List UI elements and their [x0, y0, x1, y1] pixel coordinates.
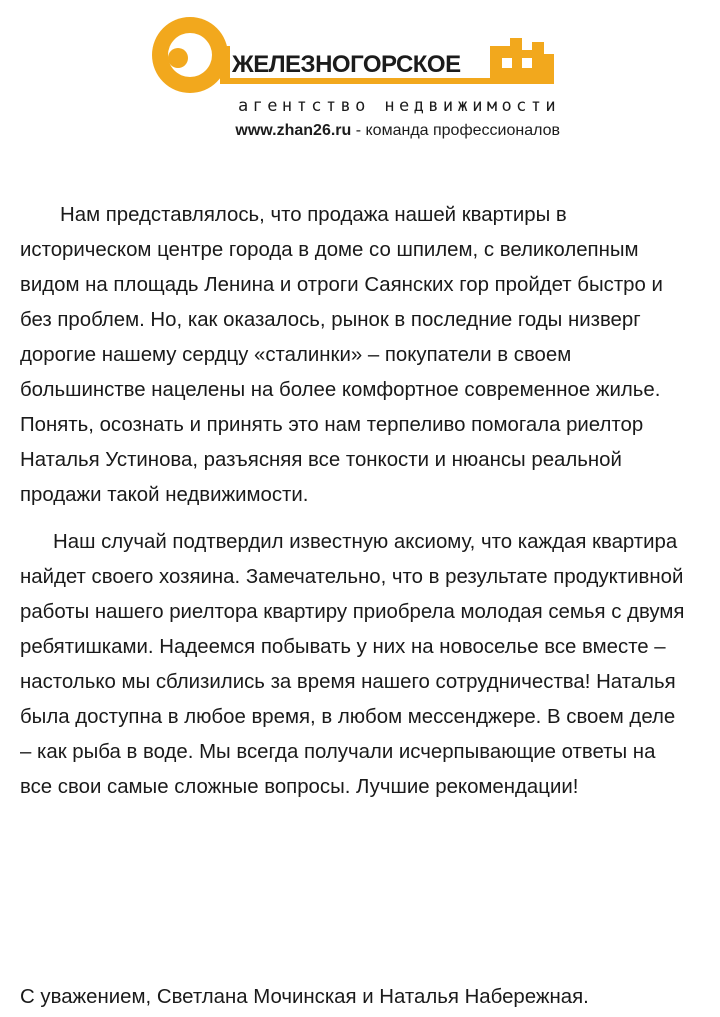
- letter-paragraph: Нам представлялось, что продажа нашей квартиры в историческом центре города в доме со шпилем, с великолепным видом на площадь Ленина и отроги Саянских гор пройдет быстро и без проблем. Но, как оказалось, рынок в последние годы низверг дорогие нашему сердцу «сталинки» – покупатели в своем большинстве нацелены на более комфортное современное жилье. Понять, осознать и принять это нам терпеливо помогала риелтор Наталья Устинова, разъясняя все тонкости и нюансы реальной продажи такой недвижимости.: [20, 204, 663, 506]
- tagline-line: [150, 122, 560, 140]
- signature: С уважением, Светлана Мочинская и Наталья Набережная.: [20, 986, 589, 1008]
- website-link[interactable]: www.zhan26.ru: [235, 122, 352, 139]
- tagline: - команда профессионалов: [351, 122, 560, 139]
- letterhead: [150, 10, 570, 139]
- brand-name: ЖЕЛЕЗНОГОРСКОЕ: [232, 51, 461, 78]
- agency-subtitle: агентство недвижимости: [238, 96, 560, 116]
- letter-paragraph: Наш случай подтвердил известную аксиому, что каждая квартира найдет своего хозяина. Замечательно, что в результате продуктивной работы нашего риелтора квартиру приобрела молодая семья с двумя ребятишками. Надеемся побывать у них на новоселье все вместе – настолько мы сблизились за время нашего сотрудничества! Наталья была доступна в любое время, в любом мессенджере. В своем деле – как рыба в воде. Мы всегда получали исчерпывающие ответы на все свои самые сложные вопросы. Лучшие рекомендации!: [20, 531, 685, 798]
- letter-body: [20, 198, 690, 805]
